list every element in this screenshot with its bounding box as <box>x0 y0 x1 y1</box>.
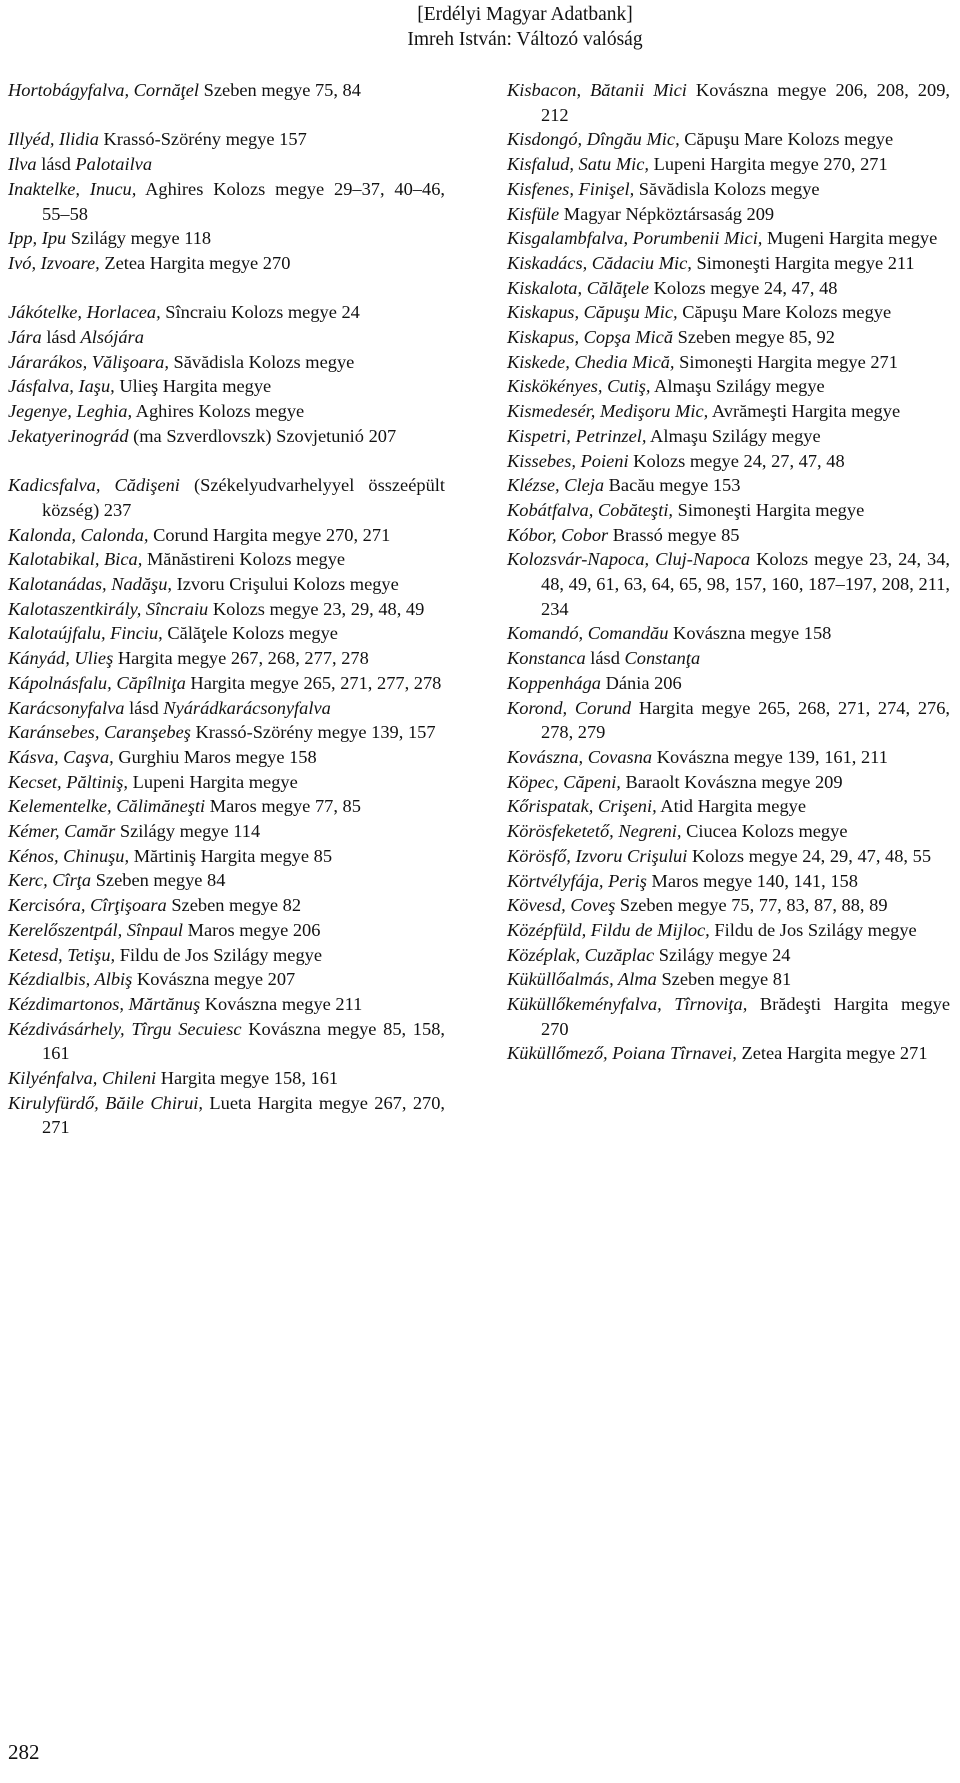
entry-place-names: Kiskadács, Cădaciu Mic, <box>507 252 692 273</box>
entry-place-names: Kisfalud, Satu Mic, <box>507 154 650 175</box>
entry-location-pages: Hargita megye 265, 271, 277, 278 <box>185 672 442 693</box>
entry-location-pages: Zetea Hargita megye 270 <box>99 252 291 273</box>
entry-location-pages: Atid Hargita megye <box>656 796 807 817</box>
entry-cross-reference: Nyárádkarácsonyfalva <box>163 697 331 718</box>
entry-place-names: Kerelőszentpál, Sînpaul <box>8 919 184 940</box>
index-entry <box>8 177 445 226</box>
entry-place-names: Kispetri, Petrinzel, <box>507 425 647 446</box>
entry-place-names: Kalotaszentkirály, Sîncraiu <box>8 598 209 619</box>
entry-place-names: Kézdialbis, Albiş <box>8 969 133 990</box>
entry-location-pages: Lupeni Hargita megye 270, 271 <box>649 154 888 175</box>
index-column-right <box>507 78 950 1066</box>
entry-place-names: Ilva <box>8 154 37 175</box>
entry-place-names: Kobátfalva, Cobăteşti, <box>507 499 674 520</box>
index-entry <box>507 127 950 152</box>
entry-place-names: Kisfüle <box>507 203 560 224</box>
index-entry <box>8 893 445 918</box>
entry-location-pages: Gurghiu Maros megye 158 <box>113 746 317 767</box>
entry-location-pages: Corund Hargita megye 270, 271 <box>148 524 391 545</box>
index-entry <box>507 869 950 894</box>
entry-location-pages: lásd <box>36 154 76 175</box>
entry-location-pages: Lueta Hargita megye 267, 270, 271 <box>42 1092 446 1138</box>
entry-place-names: Kányád, Ulieş <box>8 648 114 669</box>
entry-location-pages: Bacău megye 153 <box>604 475 741 496</box>
entry-place-names: Kismedesér, Medişoru Mic, <box>507 401 709 422</box>
entry-location-pages: Dánia 206 <box>601 672 682 693</box>
entry-location-pages: Kolozs megye 23, 24, 34, 48, 49, 61, 63, 64, 65, 98, 157, 160, 187–197, 208, 211, 234 <box>541 549 950 619</box>
entry-location-pages: Almaşu Szilágy megye <box>646 425 821 446</box>
page-number: 282 <box>8 1740 40 1764</box>
page-header <box>0 2 960 52</box>
index-column-left <box>8 78 445 1140</box>
entry-place-names: Ivó, Izvoare, <box>8 252 100 273</box>
header-title: Imreh István: Változó valóság <box>407 29 643 50</box>
entry-place-names: Kovászna, Covasna <box>507 746 653 767</box>
entry-location-pages: Hargita megye 158, 161 <box>156 1068 339 1089</box>
index-entry <box>507 967 950 992</box>
entry-location-pages: Krassó-Szörény megye 139, 157 <box>190 722 436 743</box>
entry-place-names: Karánsebes, Caranşebeş <box>8 722 191 743</box>
entry-location-pages: Căpuşu Mare Kolozs megye <box>677 302 892 323</box>
entry-place-names: Kiskökényes, Cutiş, <box>507 376 651 397</box>
index-entry <box>8 992 445 1017</box>
entry-place-names: Kercisóra, Cîrţişoara <box>8 895 167 916</box>
index-entry <box>8 78 445 103</box>
entry-location-pages: Szilágy megye 24 <box>654 944 791 965</box>
entry-place-names: Kiskapus, Copşa Mică <box>507 327 674 348</box>
index-entry <box>507 374 950 399</box>
entry-place-names: Konstanca <box>507 648 586 669</box>
entry-place-names: Jásfalva, Iaşu, <box>8 376 115 397</box>
entry-location-pages: Magyar Népköztársaság 209 <box>559 203 775 224</box>
entry-place-names: Köpec, Căpeni, <box>507 771 621 792</box>
index-entry <box>8 1091 445 1140</box>
entry-location-pages: Călăţele Kolozs megye <box>162 623 338 644</box>
entry-place-names: Kelementelke, Călimăneşti <box>8 796 206 817</box>
entry-place-names: Kiskapus, Căpuşu Mic, <box>507 302 678 323</box>
entry-place-names: Középfüld, Fildu de Mijloc, <box>507 919 710 940</box>
index-entry <box>507 621 950 646</box>
entry-place-names: Kóbor, Cobor <box>507 524 609 545</box>
entry-location-pages: Mugeni Hargita megye <box>762 228 938 249</box>
entry-location-pages: Fildu de Jos Szilágy megye <box>115 944 323 965</box>
index-entry <box>8 473 445 522</box>
index-entry <box>8 696 445 721</box>
entry-location-pages: Szeben megye 75, 84 <box>199 80 361 100</box>
entry-location-pages: Ulieş Hargita megye <box>114 376 272 397</box>
entry-place-names: Hortobágyfalva, Cornăţel <box>8 80 200 100</box>
entry-location-pages: Ciucea Kolozs megye <box>681 821 848 842</box>
entry-location-pages: Szilágy megye 114 <box>115 821 261 842</box>
index-entry <box>8 597 445 622</box>
index-entry <box>507 844 950 869</box>
entry-location-pages: Aghires Kolozs megye 29–37, 40–46, 55–58 <box>42 178 445 224</box>
index-entry <box>507 300 950 325</box>
entry-location-pages: Kolozs megye 24, 47, 48 <box>649 277 838 298</box>
entry-location-pages: Izvoru Crişului Kolozs megye <box>172 574 399 595</box>
entry-location-pages: Simoneşti Hargita megye <box>673 499 865 520</box>
index-entry <box>8 943 445 968</box>
entry-place-names: Kalonda, Calonda, <box>8 524 149 545</box>
entry-location-pages: Kovászna megye 139, 161, 211 <box>652 746 888 767</box>
entry-place-names: Kiskede, Chedia Mică, <box>507 351 675 372</box>
index-entry <box>8 671 445 696</box>
index-entry <box>8 325 445 350</box>
entry-location-pages: Hargita megye 265, 268, 271, 274, 276, 278, 279 <box>541 697 951 743</box>
entry-place-names: Körösfő, Izvoru Crişului <box>507 845 688 866</box>
entry-place-names: Ketesd, Tetişu, <box>8 944 116 965</box>
entry-location-pages: Săvădisla Kolozs megye <box>634 178 820 199</box>
entry-place-names: Korond, Corund <box>507 697 632 718</box>
index-entry <box>507 918 950 943</box>
index-entry <box>507 202 950 227</box>
index-entry <box>507 646 950 671</box>
entry-place-names: Kőrispatak, Crişeni, <box>507 796 657 817</box>
index-entry <box>8 547 445 572</box>
entry-place-names: Küküllőmező, Poiana Tîrnavei, <box>507 1043 737 1064</box>
entry-location-pages: Căpuşu Mare Kolozs megye <box>679 129 894 150</box>
entry-place-names: Kásva, Caşva, <box>8 746 114 767</box>
entry-place-names: Kiskalota, Călăţele <box>507 277 650 298</box>
entry-cross-reference: Palotailva <box>75 154 153 175</box>
header-source: [Erdélyi Magyar Adatbank] <box>417 4 633 25</box>
index-entry <box>507 226 950 251</box>
entry-location-pages: Kovászna megye 206, 208, 209, 212 <box>541 80 950 125</box>
entry-location-pages: Aghires Kolozs megye <box>132 401 305 422</box>
index-entry <box>8 621 445 646</box>
entry-location-pages: (Székelyudvarhelyyel összeépült község) 237 <box>42 475 445 520</box>
entry-place-names: Küküllőkeményfalva, Tîrnoviţa, <box>507 994 748 1015</box>
entry-place-names: Kalotaújfalu, Finciu, <box>8 623 163 644</box>
entry-place-names: Kémer, Camăr <box>8 821 116 842</box>
index-entry <box>507 350 950 375</box>
index-entry <box>507 819 950 844</box>
entry-location-pages: Lupeni Hargita megye <box>128 771 298 792</box>
index-entry <box>8 226 445 251</box>
index-entry <box>507 473 950 498</box>
entry-location-pages: (ma Szverdlovszk) Szovjetunió 207 <box>128 425 397 446</box>
entry-location-pages: Săvădisla Kolozs megye <box>168 351 355 372</box>
entry-place-names: Kápolnásfalu, Căpîlniţa <box>8 672 186 693</box>
entry-place-names: Ipp, Ipu <box>8 228 67 249</box>
index-entry <box>8 844 445 869</box>
entry-place-names: Kerc, Cîrţa <box>8 870 92 891</box>
entry-place-names: Kalotabikal, Bica, <box>8 549 143 570</box>
entry-location-pages: Sîncraiu Kolozs megye 24 <box>160 302 360 323</box>
index-entry <box>8 251 445 276</box>
index-entry <box>8 127 445 152</box>
entry-place-names: Kisdongó, Dîngău Mic, <box>507 129 680 150</box>
entry-place-names: Jekatyerinográd <box>8 425 129 446</box>
entry-place-names: Küküllőalmás, Alma <box>507 969 657 990</box>
index-entry <box>507 745 950 770</box>
index-entry <box>8 523 445 548</box>
entry-place-names: Kilyénfalva, Chileni <box>8 1068 157 1089</box>
entry-place-names: Jákótelke, Horlacea, <box>8 302 161 323</box>
entry-location-pages: Kovászna megye 207 <box>132 969 296 990</box>
entry-location-pages: Kolozs megye 24, 27, 47, 48 <box>628 450 845 471</box>
index-entry <box>8 720 445 745</box>
entry-location-pages: Krassó-Szörény megye 157 <box>98 129 307 150</box>
index-entry <box>8 300 445 325</box>
index-entry <box>8 794 445 819</box>
index-entry <box>507 276 950 301</box>
index-entry <box>507 325 950 350</box>
entry-location-pages: Mănăstireni Kolozs megye <box>142 549 346 570</box>
entry-place-names: Járarákos, Vălişoara, <box>8 351 169 372</box>
entry-location-pages: Maros megye 206 <box>183 919 321 940</box>
index-entry <box>8 424 445 449</box>
entry-location-pages: Szeben megye 84 <box>91 870 226 891</box>
index-entry <box>507 893 950 918</box>
entry-location-pages: Mărtiniş Hargita megye 85 <box>129 845 333 866</box>
index-entry <box>507 671 950 696</box>
index-entry <box>507 547 950 621</box>
index-entry <box>8 152 445 177</box>
entry-cross-reference: Alsójára <box>80 327 144 347</box>
entry-location-pages: Kolozs megye 24, 29, 47, 48, 55 <box>687 845 932 866</box>
entry-location-pages: Zetea Hargita megye 271 <box>736 1043 928 1064</box>
entry-place-names: Jegenye, Leghia, <box>8 401 133 422</box>
entry-location-pages: Kovászna megye 158 <box>668 623 832 644</box>
index-entry <box>8 967 445 992</box>
entry-place-names: Kolozsvár-Napoca, Cluj-Napoca <box>507 549 751 570</box>
entry-location-pages: Avrămeşti Hargita megye <box>708 401 901 422</box>
entry-place-names: Kecset, Păltiniş, <box>8 771 129 792</box>
index-entry <box>507 449 950 474</box>
entry-location-pages: Maros megye 77, 85 <box>205 796 361 817</box>
entry-place-names: Klézse, Cleja <box>507 475 605 496</box>
entry-location-pages: Kolozs megye 23, 29, 48, 49 <box>208 598 425 619</box>
index-entry <box>507 696 950 745</box>
index-entry <box>507 794 950 819</box>
entry-location-pages: Baraolt Kovászna megye 209 <box>620 771 843 792</box>
entry-place-names: Karácsonyfalva <box>8 697 125 718</box>
entry-place-names: Inaktelke, Inucu, <box>8 178 137 199</box>
index-entry <box>8 646 445 671</box>
index-entry <box>507 523 950 548</box>
index-entry <box>8 572 445 597</box>
entry-place-names: Kadicsfalva, Cădişeni <box>8 475 180 496</box>
entry-place-names: Kisgalambfalva, Porumbenii Mici, <box>507 228 763 249</box>
index-entry <box>507 992 950 1041</box>
entry-location-pages: lásd <box>124 697 164 718</box>
entry-place-names: Körtvélyfája, Periş <box>507 870 647 891</box>
index-entry <box>507 78 950 127</box>
index-entry <box>507 943 950 968</box>
entry-location-pages: Hargita megye 267, 268, 277, 278 <box>113 648 369 669</box>
entry-place-names: Kalotanádas, Nadăşu, <box>8 574 173 595</box>
entry-location-pages: Kovászna megye 211 <box>200 993 363 1014</box>
entry-location-pages: Szilágy megye 118 <box>66 228 212 249</box>
entry-place-names: Jára <box>8 327 42 347</box>
index-entry <box>8 770 445 795</box>
entry-place-names: Kézdimartonos, Mărtănuş <box>8 993 201 1014</box>
index-entry <box>8 918 445 943</box>
index-entry <box>8 399 445 424</box>
entry-place-names: Kénos, Chinuşu, <box>8 845 130 866</box>
index-entry <box>8 1066 445 1091</box>
entry-location-pages: Kovászna megye 85, 158, 161 <box>42 1018 445 1064</box>
index-entry <box>507 498 950 523</box>
index-entry <box>507 770 950 795</box>
entry-location-pages: Szeben megye 81 <box>656 969 792 990</box>
entry-location-pages: lásd <box>585 648 625 669</box>
index-entry <box>8 745 445 770</box>
index-entry <box>507 251 950 276</box>
entry-place-names: Körösfeketető, Negreni, <box>507 821 682 842</box>
entry-location-pages: Szeben megye 82 <box>166 895 302 916</box>
index-entry <box>8 350 445 375</box>
entry-location-pages: Maros megye 140, 141, 158 <box>646 870 858 891</box>
entry-location-pages: Simoneşti Hargita megye 211 <box>691 252 915 273</box>
entry-location-pages: Szeben megye 75, 77, 83, 87, 88, 89 <box>615 895 888 916</box>
entry-place-names: Koppenhága <box>507 672 601 693</box>
entry-location-pages: Fildu de Jos Szilágy megye <box>709 919 917 940</box>
index-entry <box>8 374 445 399</box>
entry-place-names: Komandó, Comandău <box>507 623 669 644</box>
index-entry <box>8 819 445 844</box>
entry-cross-reference: Constanţa <box>624 648 701 669</box>
entry-place-names: Középlak, Cuzăplac <box>507 944 655 965</box>
entry-place-names: Kisbacon, Bătanii Mici <box>507 80 687 100</box>
entry-place-names: Kézdivásárhely, Tîrgu Secuiesc <box>8 1018 242 1039</box>
index-entry <box>507 1041 950 1066</box>
entry-place-names: Kisfenes, Finişel, <box>507 178 635 199</box>
entry-location-pages: Simoneşti Hargita megye 271 <box>674 351 898 372</box>
entry-location-pages: Brassó megye 85 <box>608 524 740 545</box>
index-entry <box>8 868 445 893</box>
index-entry <box>8 1017 445 1066</box>
index-entry <box>507 399 950 424</box>
entry-location-pages: Brădeşti Hargita megye 270 <box>541 994 950 1039</box>
entry-place-names: Kövesd, Coveş <box>507 895 616 916</box>
entry-location-pages: lásd <box>41 327 81 347</box>
index-entry <box>507 152 950 177</box>
entry-place-names: Kissebes, Poieni <box>507 450 629 471</box>
entry-place-names: Kirulyfürdő, Băile Chirui, <box>8 1092 203 1113</box>
entry-place-names: Illyéd, Ilidia <box>8 129 99 150</box>
entry-location-pages: Szeben megye 85, 92 <box>673 327 835 348</box>
index-entry <box>507 177 950 202</box>
entry-location-pages: Almaşu Szilágy megye <box>650 376 825 397</box>
index-entry <box>507 424 950 449</box>
